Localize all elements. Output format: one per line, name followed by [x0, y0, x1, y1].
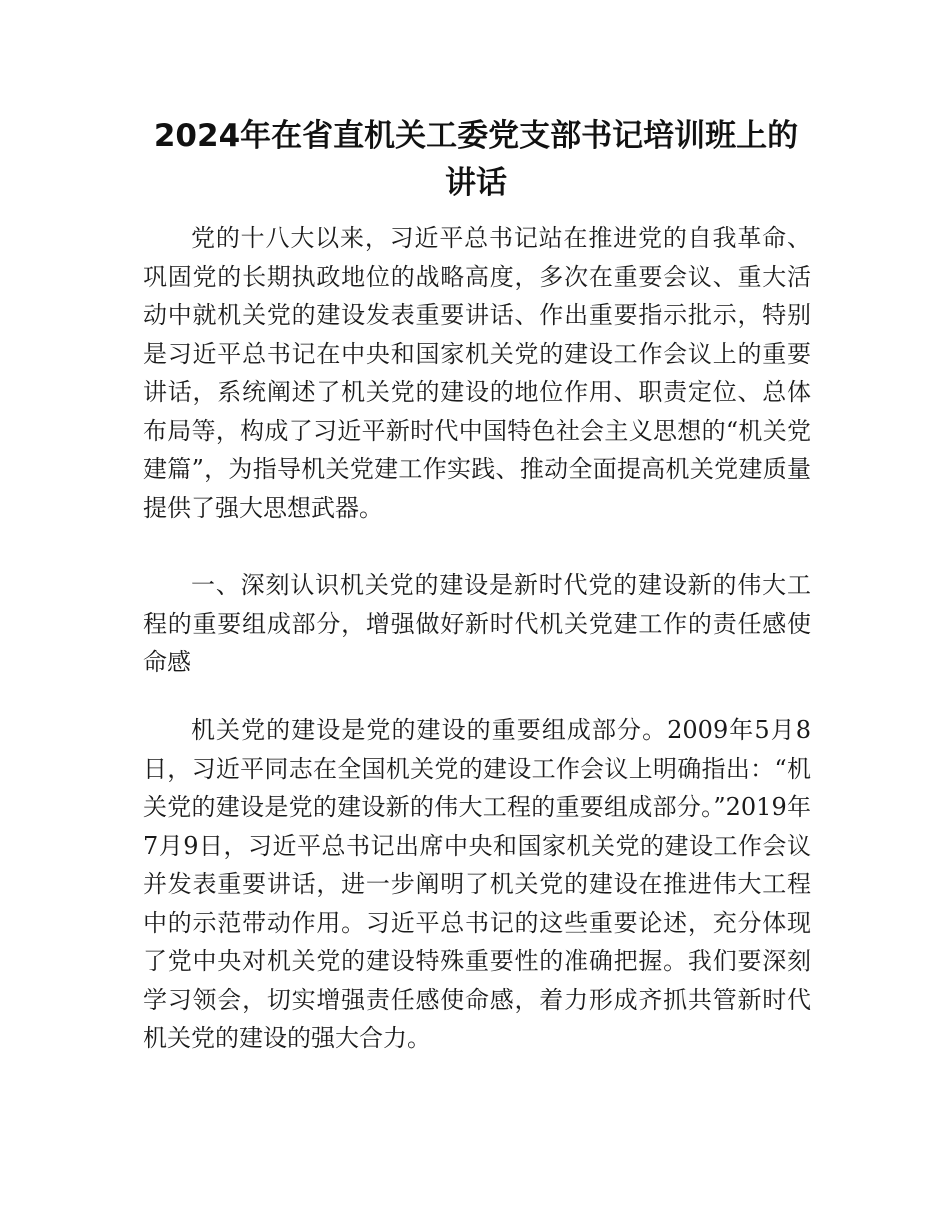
section-heading: 一、深刻认识机关党的建设是新时代党的建设新的伟大工程的重要组成部分，增强做好新时代机关党建工作的责任感使命感 — [143, 571, 811, 676]
paragraph-section-one: 机关党的建设是党的建设的重要组成部分。2009年5月8日，习近平同志在全国机关党的建设工作会议上明确指出：“机关党的建设是党的建设新的伟大工程的重要组成部分。”2019年7月9日，习近平总书记出席中央和国家机关党的建设工作会议并发表重要讲话，进一步阐明了机关党的建设在推进伟大工程中的示范带动作用。习近平总书记的这些重要论述，充分体现了党中央对机关党的建设特殊重要性的准确把握。我们要深刻学习领会，切实增强责任感使命感，着力形成齐抓共管新时代机关党的建设的强大合力。 — [143, 716, 811, 1052]
document-title: 2024年在省直机关工委党支部书记培训班上的讲话 — [153, 118, 799, 201]
paragraph-intro: 党的十八大以来，习近平总书记站在推进党的自我革命、巩固党的长期执政地位的战略高度，多次在重要会议、重大活动中就机关党的建设发表重要讲话、作出重要指示批示，特别是习近平总书记在中央和国家机关党的建设工作会议上的重要讲话，系统阐述了机关党的建设的地位作用、职责定位、总体布局等，构成了习近平新时代中国特色社会主义思想的“机关党建篇”，为指导机关党建工作实践、推动全面提高机关党建质量提供了强大思想武器。 — [143, 224, 811, 522]
